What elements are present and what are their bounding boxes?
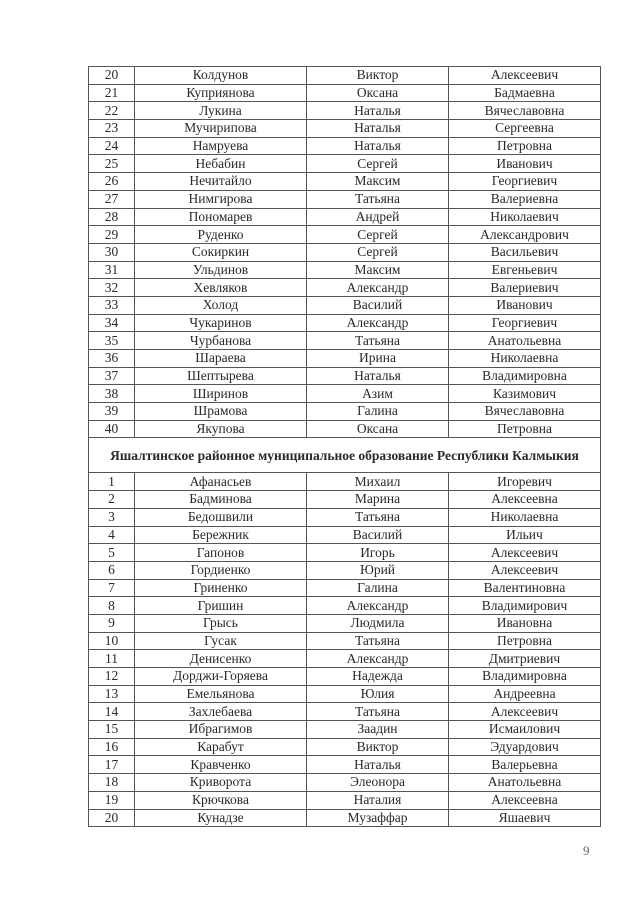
patronymic: Валерьевна (449, 756, 601, 774)
last-name: Нечитайло (135, 173, 307, 191)
row-number: 19 (89, 791, 135, 809)
document-page (88, 66, 600, 827)
table-row (89, 84, 601, 102)
patronymic: Евгеньевич (449, 261, 601, 279)
row-number: 33 (89, 296, 135, 314)
row-number: 24 (89, 137, 135, 155)
patronymic: Игоревич (449, 473, 601, 491)
last-name: Гордиенко (135, 561, 307, 579)
row-number: 10 (89, 632, 135, 650)
names-table (88, 66, 601, 827)
table-row (89, 561, 601, 579)
patronymic: Андреевна (449, 685, 601, 703)
table-row (89, 67, 601, 85)
first-name: Василий (307, 526, 449, 544)
patronymic: Бадмаевна (449, 84, 601, 102)
table-row (89, 279, 601, 297)
last-name: Крючкова (135, 791, 307, 809)
patronymic: Георгиевич (449, 314, 601, 332)
last-name: Шрамова (135, 403, 307, 421)
last-name: Афанасьев (135, 473, 307, 491)
table-row (89, 367, 601, 385)
table-row (89, 120, 601, 138)
patronymic: Ильич (449, 526, 601, 544)
first-name: Наталья (307, 120, 449, 138)
last-name: Бадминова (135, 491, 307, 509)
last-name: Мучирипова (135, 120, 307, 138)
patronymic: Иванович (449, 296, 601, 314)
first-name: Виктор (307, 67, 449, 85)
patronymic: Дмитриевич (449, 650, 601, 668)
table-row (89, 614, 601, 632)
patronymic: Георгиевич (449, 173, 601, 191)
first-name: Оксана (307, 420, 449, 438)
table-row (89, 738, 601, 756)
table-row (89, 102, 601, 120)
last-name: Ибрагимов (135, 721, 307, 739)
first-name: Надежда (307, 668, 449, 686)
first-name: Наталья (307, 756, 449, 774)
row-number: 1 (89, 473, 135, 491)
table-row (89, 173, 601, 191)
patronymic: Валентиновна (449, 579, 601, 597)
first-name: Наталия (307, 791, 449, 809)
row-number: 26 (89, 173, 135, 191)
table-row (89, 632, 601, 650)
first-name: Наталья (307, 367, 449, 385)
row-number: 28 (89, 208, 135, 226)
table-row (89, 650, 601, 668)
row-number: 14 (89, 703, 135, 721)
patronymic: Алексеевна (449, 791, 601, 809)
first-name: Галина (307, 403, 449, 421)
table-row (89, 809, 601, 827)
page-number: 9 (583, 843, 590, 858)
first-name: Азим (307, 385, 449, 403)
first-name: Михаил (307, 473, 449, 491)
first-name: Ирина (307, 350, 449, 368)
first-name: Виктор (307, 738, 449, 756)
first-name: Элеонора (307, 774, 449, 792)
row-number: 2 (89, 491, 135, 509)
row-number: 29 (89, 226, 135, 244)
table-row (89, 756, 601, 774)
table-row (89, 668, 601, 686)
patronymic: Алексеевич (449, 703, 601, 721)
table-section-2 (89, 473, 601, 827)
row-number: 39 (89, 403, 135, 421)
patronymic: Анатольевна (449, 774, 601, 792)
first-name: Александр (307, 279, 449, 297)
row-number: 30 (89, 243, 135, 261)
table-row (89, 473, 601, 491)
last-name: Емельянова (135, 685, 307, 703)
first-name: Марина (307, 491, 449, 509)
first-name: Татьяна (307, 703, 449, 721)
table-row (89, 350, 601, 368)
first-name: Наталья (307, 137, 449, 155)
last-name: Небабин (135, 155, 307, 173)
first-name: Татьяна (307, 632, 449, 650)
last-name: Шептырева (135, 367, 307, 385)
patronymic: Ивановна (449, 614, 601, 632)
last-name: Якупова (135, 420, 307, 438)
first-name: Юлия (307, 685, 449, 703)
patronymic: Алексеевич (449, 67, 601, 85)
patronymic: Вячеславовна (449, 102, 601, 120)
section-heading: Яшалтинское районное муниципальное образование Республики Калмыкия (89, 438, 601, 473)
row-number: 16 (89, 738, 135, 756)
patronymic: Александрович (449, 226, 601, 244)
table-row (89, 226, 601, 244)
row-number: 40 (89, 420, 135, 438)
row-number: 7 (89, 579, 135, 597)
row-number: 36 (89, 350, 135, 368)
first-name: Сергей (307, 155, 449, 173)
row-number: 12 (89, 668, 135, 686)
table-section-1 (89, 67, 601, 438)
row-number: 20 (89, 809, 135, 827)
last-name: Колдунов (135, 67, 307, 85)
last-name: Пономарев (135, 208, 307, 226)
last-name: Холод (135, 296, 307, 314)
row-number: 37 (89, 367, 135, 385)
last-name: Куприянова (135, 84, 307, 102)
patronymic: Петровна (449, 632, 601, 650)
last-name: Лукина (135, 102, 307, 120)
patronymic: Николаевна (449, 350, 601, 368)
row-number: 3 (89, 508, 135, 526)
patronymic: Валериевич (449, 279, 601, 297)
patronymic: Валериевна (449, 190, 601, 208)
table-row (89, 314, 601, 332)
row-number: 21 (89, 84, 135, 102)
first-name: Максим (307, 173, 449, 191)
table-row (89, 243, 601, 261)
table-row (89, 296, 601, 314)
last-name: Дорджи-Горяева (135, 668, 307, 686)
last-name: Бедошвили (135, 508, 307, 526)
last-name: Ульдинов (135, 261, 307, 279)
table-row (89, 385, 601, 403)
row-number: 20 (89, 67, 135, 85)
last-name: Денисенко (135, 650, 307, 668)
first-name: Оксана (307, 84, 449, 102)
table-row (89, 491, 601, 509)
last-name: Нимгирова (135, 190, 307, 208)
row-number: 27 (89, 190, 135, 208)
last-name: Гапонов (135, 544, 307, 562)
row-number: 23 (89, 120, 135, 138)
row-number: 11 (89, 650, 135, 668)
table-row (89, 774, 601, 792)
patronymic: Яшаевич (449, 809, 601, 827)
last-name: Чурбанова (135, 332, 307, 350)
first-name: Андрей (307, 208, 449, 226)
table-row (89, 508, 601, 526)
last-name: Карабут (135, 738, 307, 756)
last-name: Шараева (135, 350, 307, 368)
table-row (89, 190, 601, 208)
table-row (89, 332, 601, 350)
first-name: Игорь (307, 544, 449, 562)
patronymic: Петровна (449, 137, 601, 155)
table-row (89, 703, 601, 721)
last-name: Криворота (135, 774, 307, 792)
row-number: 9 (89, 614, 135, 632)
patronymic: Николаевич (449, 208, 601, 226)
first-name: Максим (307, 261, 449, 279)
patronymic: Алексеевич (449, 544, 601, 562)
row-number: 18 (89, 774, 135, 792)
row-number: 34 (89, 314, 135, 332)
last-name: Гусак (135, 632, 307, 650)
section-heading-group (89, 438, 601, 473)
row-number: 8 (89, 597, 135, 615)
patronymic: Петровна (449, 420, 601, 438)
row-number: 32 (89, 279, 135, 297)
patronymic: Николаевна (449, 508, 601, 526)
patronymic: Владимировна (449, 367, 601, 385)
patronymic: Сергеевна (449, 120, 601, 138)
patronymic: Иванович (449, 155, 601, 173)
first-name: Александр (307, 597, 449, 615)
first-name: Василий (307, 296, 449, 314)
last-name: Гришин (135, 597, 307, 615)
first-name: Галина (307, 579, 449, 597)
table-row (89, 155, 601, 173)
first-name: Людмила (307, 614, 449, 632)
table-row (89, 420, 601, 438)
row-number: 22 (89, 102, 135, 120)
first-name: Татьяна (307, 508, 449, 526)
section-heading-row (89, 438, 601, 473)
first-name: Заадин (307, 721, 449, 739)
patronymic: Васильевич (449, 243, 601, 261)
first-name: Юрий (307, 561, 449, 579)
row-number: 25 (89, 155, 135, 173)
table-row (89, 721, 601, 739)
table-row (89, 791, 601, 809)
patronymic: Вячеславовна (449, 403, 601, 421)
last-name: Гриненко (135, 579, 307, 597)
last-name: Ширинов (135, 385, 307, 403)
last-name: Сокиркин (135, 243, 307, 261)
row-number: 6 (89, 561, 135, 579)
row-number: 4 (89, 526, 135, 544)
row-number: 17 (89, 756, 135, 774)
table-row (89, 579, 601, 597)
patronymic: Владимирович (449, 597, 601, 615)
table-row (89, 261, 601, 279)
table-row (89, 685, 601, 703)
first-name: Музаффар (307, 809, 449, 827)
row-number: 38 (89, 385, 135, 403)
table-row (89, 597, 601, 615)
last-name: Руденко (135, 226, 307, 244)
last-name: Кунадзе (135, 809, 307, 827)
first-name: Сергей (307, 226, 449, 244)
row-number: 15 (89, 721, 135, 739)
first-name: Татьяна (307, 190, 449, 208)
first-name: Наталья (307, 102, 449, 120)
last-name: Чукаринов (135, 314, 307, 332)
row-number: 35 (89, 332, 135, 350)
patronymic: Анатольевна (449, 332, 601, 350)
patronymic: Казимович (449, 385, 601, 403)
table-row (89, 526, 601, 544)
table-row (89, 208, 601, 226)
table-row (89, 403, 601, 421)
patronymic: Исмаилович (449, 721, 601, 739)
row-number: 5 (89, 544, 135, 562)
last-name: Грысь (135, 614, 307, 632)
last-name: Кравченко (135, 756, 307, 774)
first-name: Татьяна (307, 332, 449, 350)
last-name: Намруева (135, 137, 307, 155)
patronymic: Эдуардович (449, 738, 601, 756)
first-name: Александр (307, 650, 449, 668)
patronymic: Владимировна (449, 668, 601, 686)
table-row (89, 137, 601, 155)
patronymic: Алексеевич (449, 561, 601, 579)
row-number: 13 (89, 685, 135, 703)
last-name: Захлебаева (135, 703, 307, 721)
table-row (89, 544, 601, 562)
row-number: 31 (89, 261, 135, 279)
first-name: Сергей (307, 243, 449, 261)
last-name: Хевляков (135, 279, 307, 297)
last-name: Бережник (135, 526, 307, 544)
first-name: Александр (307, 314, 449, 332)
patronymic: Алексеевна (449, 491, 601, 509)
